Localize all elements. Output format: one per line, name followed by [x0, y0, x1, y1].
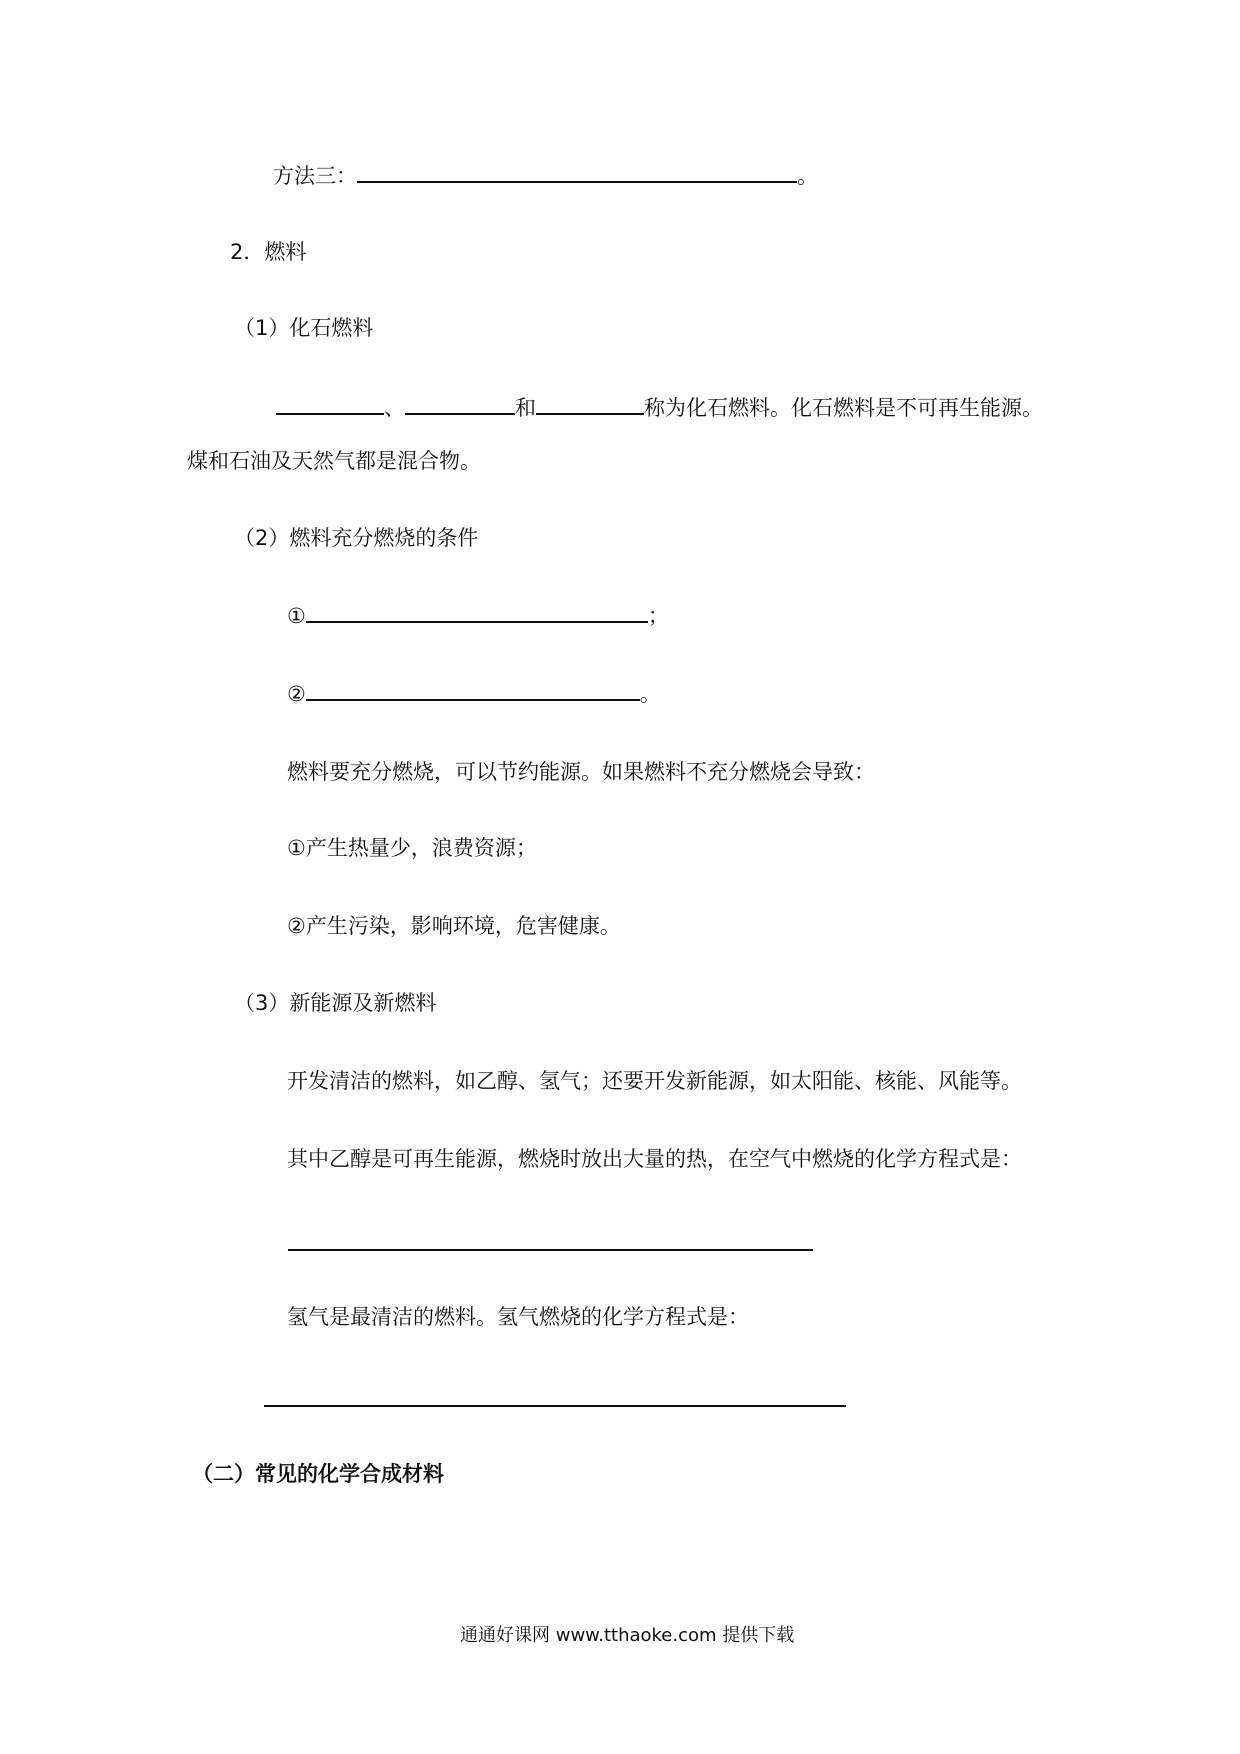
- method3-end: 。: [797, 164, 818, 188]
- new-energy-heading: （3）新能源及新燃料: [234, 991, 437, 1015]
- ethanol-text: 其中乙醇是可再生能源，燃烧时放出大量的热，在空气中燃烧的化学方程式是：: [287, 1147, 1022, 1171]
- page-footer: 通通好课网 www.tthaoke.com 提供下载: [460, 1625, 795, 1646]
- fossil-rest: 称为化石燃料。化石燃料是不可再生能源。: [644, 396, 1043, 420]
- condition-1-blank[interactable]: [306, 601, 648, 623]
- fossil-mixture-text: 煤和石油及天然气都是混合物。: [187, 449, 481, 473]
- condition-2-mark: ②: [287, 682, 306, 706]
- method3-blank[interactable]: [357, 161, 797, 183]
- fossil-fuel-heading: （1）化石燃料: [234, 316, 374, 340]
- section-fuel-heading: 2．燃料: [230, 240, 307, 264]
- fossil-blank-1[interactable]: [276, 393, 384, 415]
- consequence-1: ①产生热量少，浪费资源；: [287, 836, 537, 860]
- fossil-fuel-fill-line: [276, 393, 1043, 423]
- condition-2-blank[interactable]: [306, 679, 640, 701]
- fossil-sep-2: 和: [515, 396, 536, 420]
- condition-1-mark: ①: [287, 604, 306, 628]
- condition-item-1: [287, 601, 669, 631]
- ethanol-equation-blank[interactable]: [288, 1249, 813, 1251]
- clean-fuel-text: 开发清洁的燃料，如乙醇、氢气；还要开发新能源，如太阳能、核能、风能等。: [287, 1069, 1022, 1093]
- fossil-blank-3[interactable]: [536, 393, 644, 415]
- incomplete-combustion-text: 燃料要充分燃烧，可以节约能源。如果燃料不充分燃烧会导致：: [287, 760, 875, 784]
- method3-label: 方法三：: [273, 164, 357, 188]
- condition-item-2: [287, 679, 661, 709]
- consequence-2: ②产生污染，影响环境，危害健康。: [287, 914, 621, 938]
- conditions-heading: （2）燃料充分燃烧的条件: [234, 526, 479, 550]
- condition-1-end: ；: [647, 604, 669, 628]
- synthetic-materials-heading: （二）常见的化学合成材料: [192, 1462, 444, 1486]
- hydrogen-equation-blank[interactable]: [264, 1405, 846, 1407]
- method3-line: [273, 161, 818, 191]
- condition-2-end: 。: [639, 682, 661, 706]
- fossil-sep-1: 、: [384, 396, 405, 420]
- hydrogen-text: 氢气是最清洁的燃料。氢气燃烧的化学方程式是：: [287, 1305, 749, 1329]
- fossil-blank-2[interactable]: [405, 393, 515, 415]
